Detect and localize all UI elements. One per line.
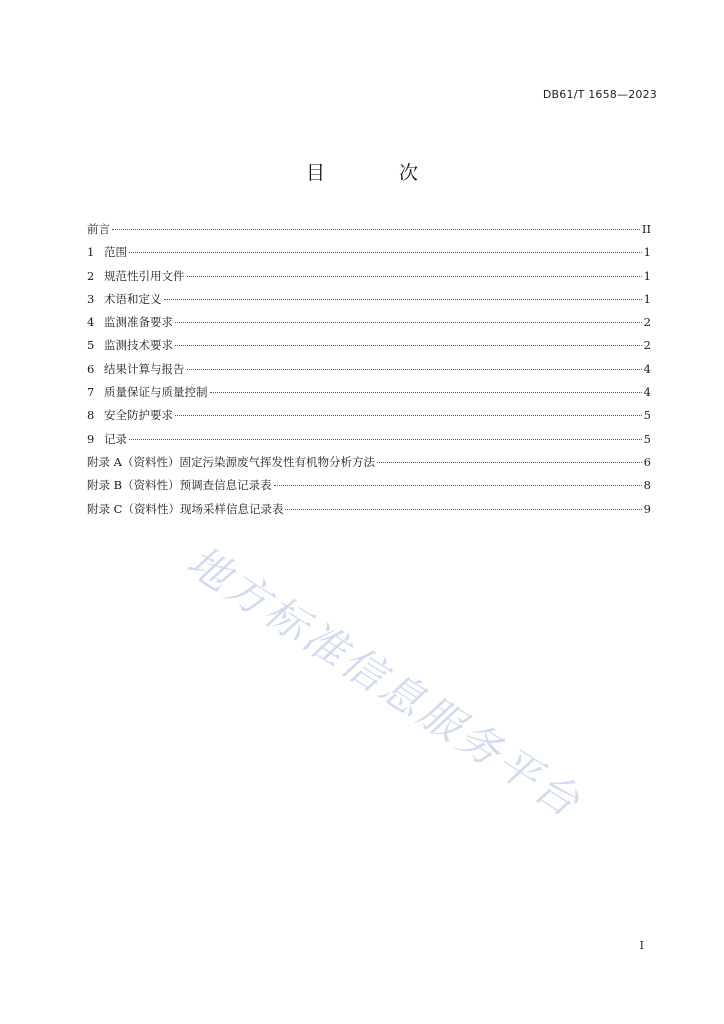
toc-leader-dots: [187, 369, 642, 370]
toc-leader-dots: [112, 229, 640, 230]
toc-entry-page: 1: [643, 245, 651, 260]
toc-leader-dots: [175, 415, 642, 416]
toc-entry-number: 6: [87, 361, 95, 376]
toc-leader-dots: [285, 509, 641, 510]
toc-entry-label: 记录: [104, 431, 127, 446]
toc-entry-page: 2: [643, 315, 651, 330]
toc-entry-page: 1: [643, 268, 651, 283]
toc-leader-dots: [274, 485, 642, 486]
toc-entry-number: 3: [87, 291, 95, 306]
toc-leader-dots: [175, 345, 642, 346]
toc-entry-foreword[interactable]: [87, 218, 651, 241]
toc-entry-5[interactable]: [87, 334, 651, 357]
toc-entry-page: II: [641, 222, 651, 236]
toc-entry-appendix-c[interactable]: [87, 498, 651, 521]
toc-entry-number: 7: [87, 385, 95, 400]
toc-entry-2[interactable]: [87, 265, 651, 288]
toc-entry-label: 结果计算与报告: [104, 361, 185, 376]
toc-entry-3[interactable]: [87, 288, 651, 311]
toc-entry-number: 1: [87, 245, 95, 260]
standard-code: DB61/T 1658—2023: [542, 88, 657, 101]
toc-entry-label: 附录 A（资料性）固定污染源废气挥发性有机物分析方法: [87, 454, 375, 469]
table-of-contents: [87, 218, 651, 521]
page-number: I: [639, 939, 644, 952]
toc-entry-page: 5: [643, 431, 651, 446]
toc-entry-page: 2: [643, 338, 651, 353]
toc-entry-number: 2: [87, 268, 95, 283]
toc-entry-label: 附录 B（资料性）预调查信息记录表: [87, 478, 272, 493]
toc-leader-dots: [377, 462, 642, 463]
toc-entry-number: 9: [87, 431, 95, 446]
toc-entry-appendix-b[interactable]: [87, 474, 651, 497]
toc-entry-number: 5: [87, 338, 95, 353]
toc-entry-7[interactable]: [87, 381, 651, 404]
toc-leader-dots: [187, 276, 642, 277]
toc-entry-page: 4: [643, 361, 651, 376]
toc-leader-dots: [129, 252, 642, 253]
toc-entry-page: 6: [643, 454, 651, 469]
toc-entry-number: 4: [87, 315, 95, 330]
toc-entry-6[interactable]: [87, 358, 651, 381]
toc-entry-label: 监测技术要求: [104, 338, 173, 353]
toc-leader-dots: [175, 322, 642, 323]
page-title: 目 次: [305, 162, 453, 184]
toc-entry-label: 术语和定义: [104, 291, 162, 306]
toc-leader-dots: [164, 299, 642, 300]
toc-entry-label: 附录 C（资料性）现场采样信息记录表: [87, 501, 284, 516]
toc-leader-dots: [129, 439, 642, 440]
toc-entry-label: 安全防护要求: [104, 408, 173, 423]
toc-entry-4[interactable]: [87, 311, 651, 334]
toc-entry-8[interactable]: [87, 404, 651, 427]
toc-entry-9[interactable]: [87, 428, 651, 451]
toc-entry-page: 4: [643, 385, 651, 400]
toc-entry-label: 范围: [104, 245, 127, 260]
toc-entry-label: 监测准备要求: [104, 315, 173, 330]
toc-entry-appendix-a[interactable]: [87, 451, 651, 474]
toc-entry-number: 8: [87, 408, 95, 423]
toc-entry-page: 9: [643, 501, 651, 516]
toc-entry-page: 8: [643, 478, 651, 493]
watermark: 地方标准信息服务平台: [178, 536, 591, 828]
toc-entry-page: 5: [643, 408, 651, 423]
toc-entry-label: 质量保证与质量控制: [104, 385, 208, 400]
toc-entry-1[interactable]: [87, 241, 651, 264]
toc-entry-label: 规范性引用文件: [104, 268, 185, 283]
toc-leader-dots: [210, 392, 642, 393]
toc-entry-page: 1: [643, 291, 651, 306]
toc-entry-label: 前言: [87, 222, 110, 236]
